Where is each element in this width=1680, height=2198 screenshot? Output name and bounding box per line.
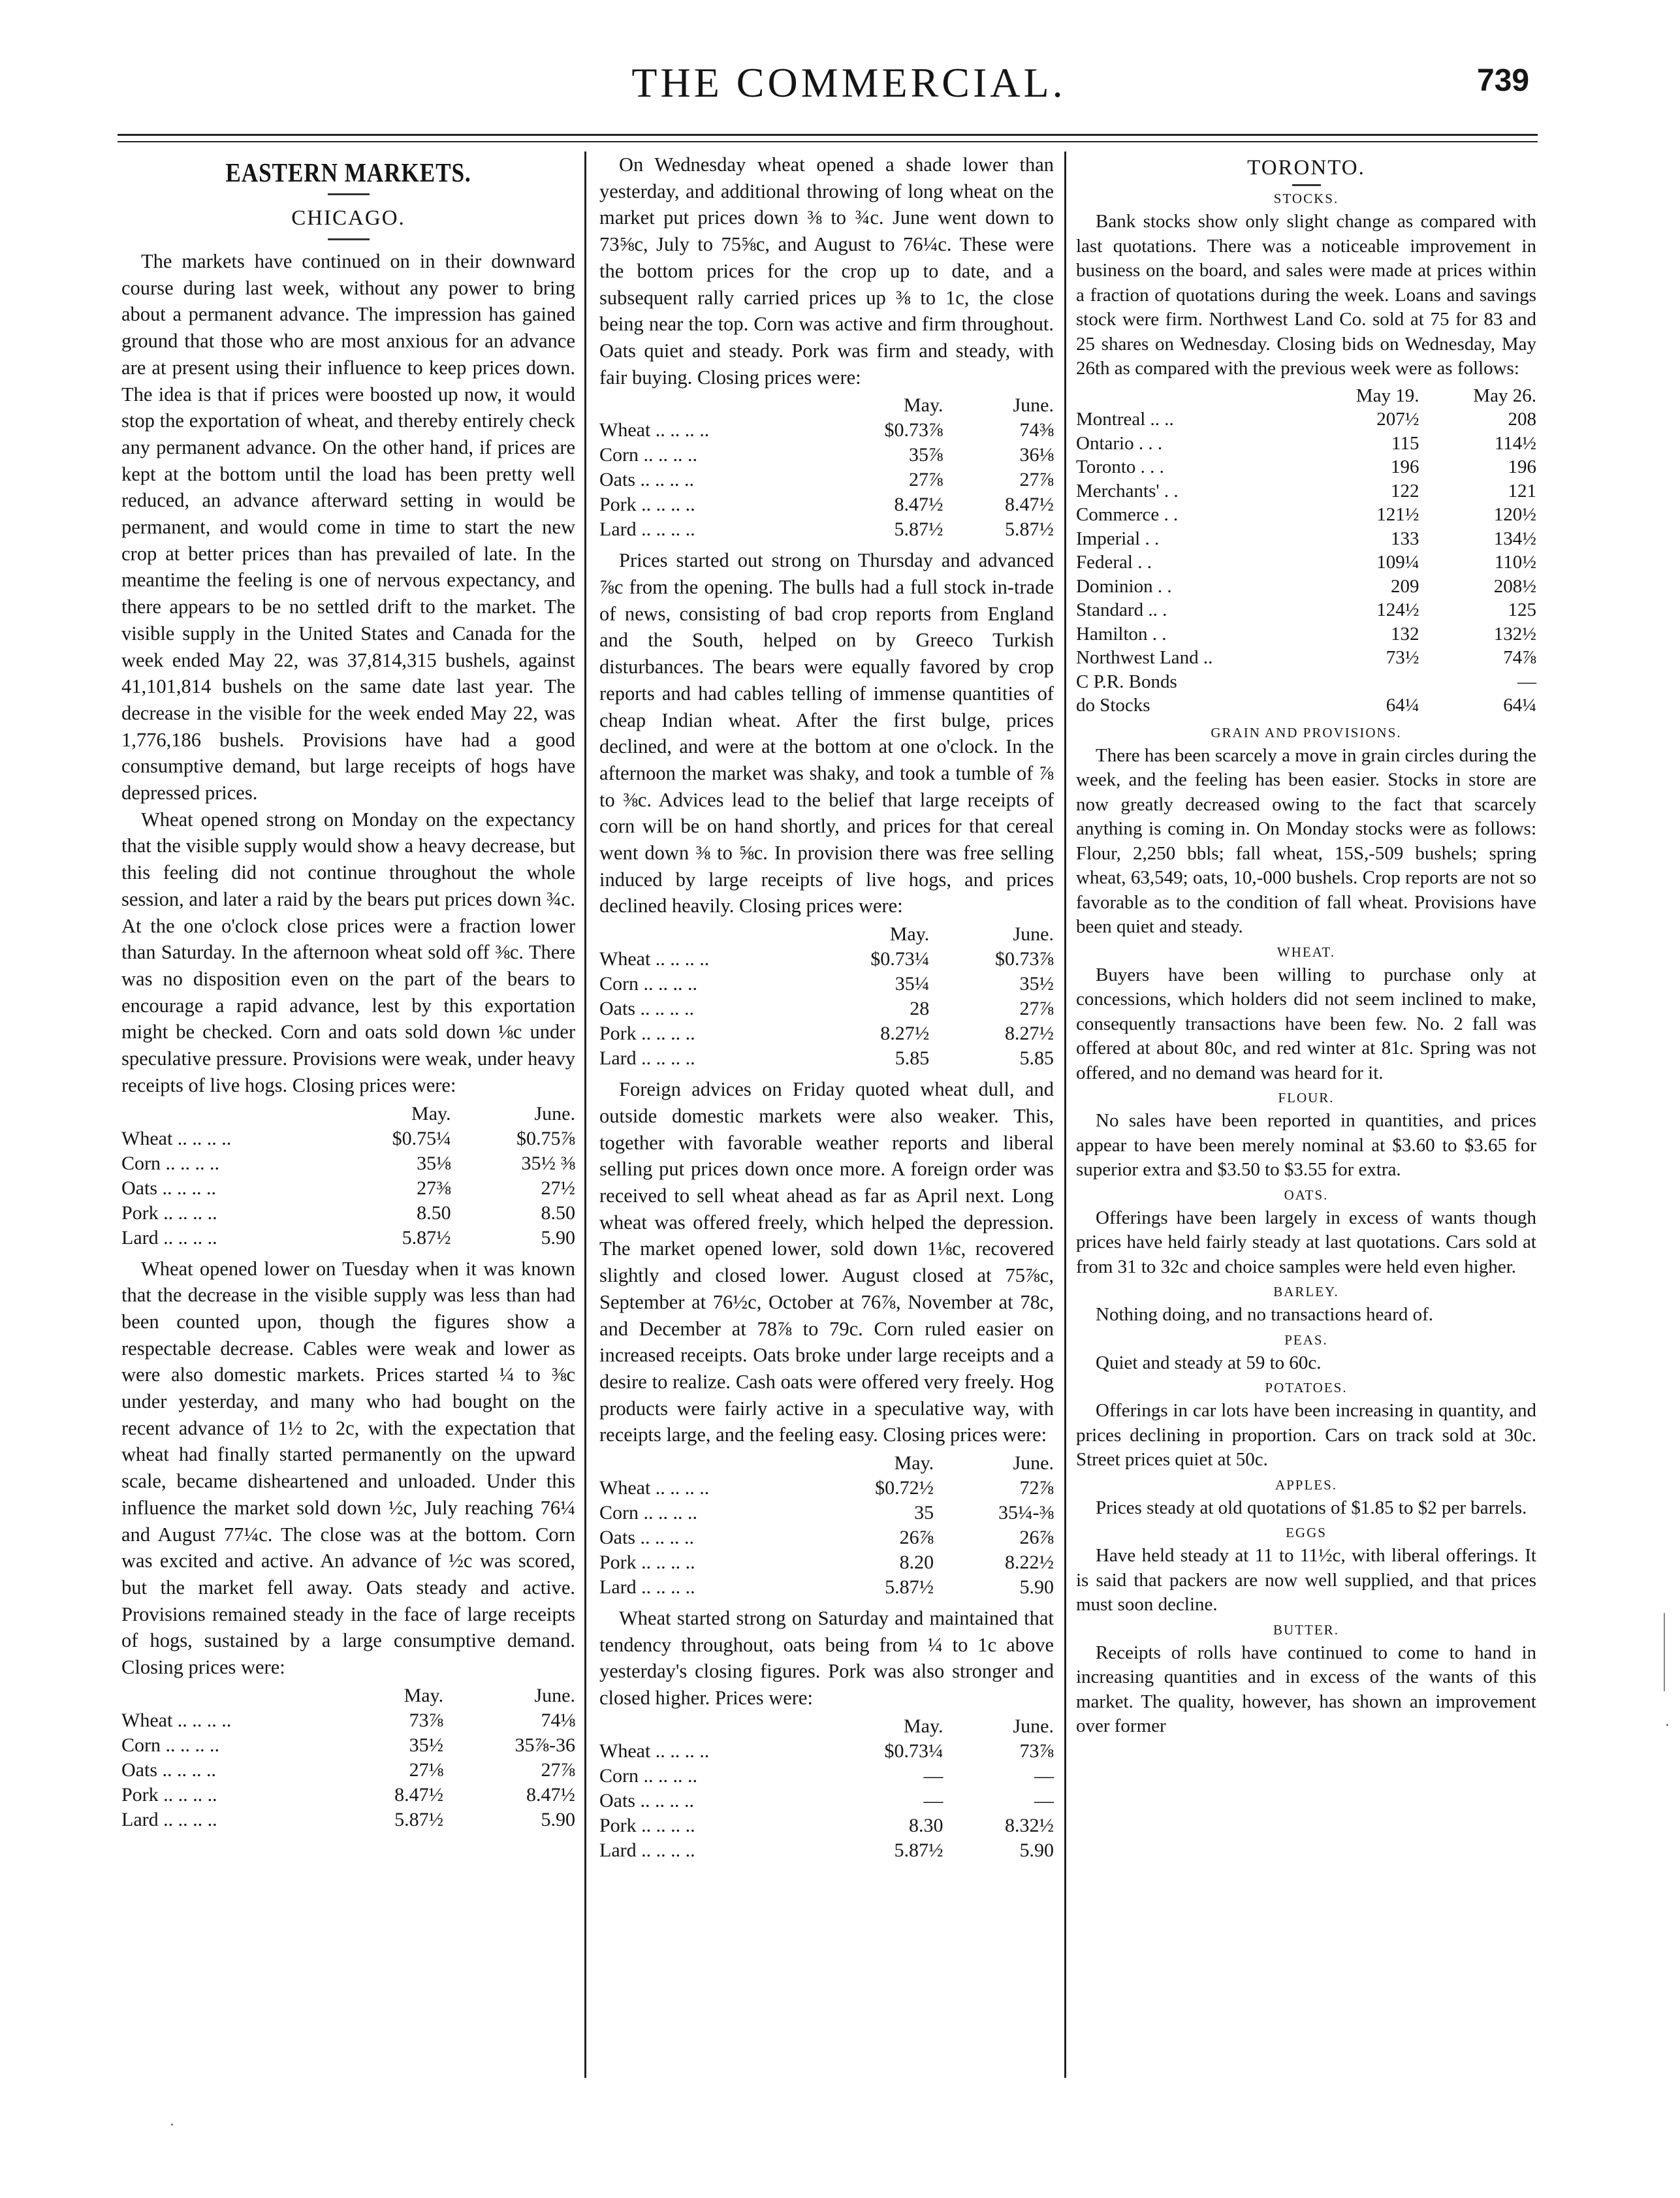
paragraph: Offerings have been largely in excess of wants though prices have held fairly steady at last quotations. Cars sold at from 31 to 32c and choice samples were held even higher. <box>1076 1207 1536 1277</box>
subsection-heading: OATS. <box>1284 1187 1329 1203</box>
table-row: Merchants' . . 122 121 <box>1076 480 1536 502</box>
paragraph: Buyers have been willing to purchase only at concessions, which holders did not seem inclined to make, consequently transactions have been few. No. 2 fall was offered at about 80c, and red winter at 81c. Spring was not offered, and no demand was heard for it. <box>1076 964 1536 1083</box>
paragraph: Wheat started strong on Saturday and maintained that tendency throughout, oats being from ¼ to 1c above yesterday's closing figures. Pork was also stronger and closed higher. Prices were: <box>599 1607 1054 1710</box>
column-right <box>1076 151 1536 1739</box>
table-row: do Stocks 64¼ 64¼ <box>1076 695 1536 716</box>
section-subheading: CHICAGO. <box>291 206 405 230</box>
table-row: Wheat .. .. .. .. $0.73¼ 73⅞ <box>599 1740 1054 1762</box>
table-row: Dominion . . 209 208½ <box>1076 575 1536 597</box>
price-table <box>599 1714 1054 1863</box>
table-row: Wheat .. .. .. .. $0.72½ 72⅞ <box>599 1477 1054 1499</box>
table-row: Wheat .. .. .. .. 73⅞ 74⅛ <box>121 1709 575 1731</box>
table-row: Pork .. .. .. .. 8.47½ 8.47½ <box>599 494 1054 516</box>
table-row: Oats .. .. .. .. 27⅞ 27⅞ <box>599 469 1054 491</box>
paragraph: Wheat opened lower on Tuesday when it was known that the decrease in the visible supply was less than had been counted upon, though the figures show a respectable decrease. Cables were weak and lower as were also domestic markets. Prices started ¼ to ⅜c under yesterday, and many who had bought on the recent advance of 1½ to 2c, with the expectation that wheat had finally started permanently on the upward scale, became disheartened and unloaded. Under this influence the market sold down ½c, July reaching 76¼ and August 77¼c. The close was at the bottom. Corn was excited and active. An advance of ½c was scored, but the market fell away. Oats steady and active. Provisions remained steady in the face of large receipts of hogs, sustained by a large consumptive demand. Closing prices were: <box>121 1257 575 1679</box>
subsection-heading: STOCKS. <box>1273 191 1339 206</box>
table-row: Wheat .. .. .. .. $0.75¼ $0.75⅞ <box>121 1127 575 1149</box>
table-row: Oats .. .. .. .. — — <box>599 1789 1054 1811</box>
table-row: Lard .. .. .. .. 5.85 5.85 <box>599 1047 1054 1070</box>
subsection-heading: GRAIN AND PROVISIONS. <box>1211 724 1402 741</box>
subsection-heading: POTATOES. <box>1265 1380 1348 1395</box>
subsection-heading: BUTTER. <box>1273 1621 1339 1638</box>
paragraph: Foreign advices on Friday quoted wheat dull, and outside domestic markets were also weaker. This, together with favorable weather reports and liberal selling put prices down once more. A foreign order was received to sell wheat ahead as far as April next. Long wheat was offered freely, which helped the depression. The market opened lower, sold down 1⅛c, recovered slightly and closed lower. August closed at 75⅞c, September at 76½c, October at 76⅞, November at 78c, and December at 78⅞ to 79c. Corn ruled easier on increased receipts. Oats broke under large receipts and a desire to realize. Cash oats were offered very freely. Hog products were fairly active in a speculative way, with receipts large, and the feeling easy. Closing prices were: <box>599 1078 1054 1446</box>
heading-dash <box>328 193 370 195</box>
paragraph: On Wednesday wheat opened a shade lower than yesterday, and additional throwing of long wheat on the market put prices down ⅜ to ¾c. June went down to 73⅝c, July to 75⅝c, and August to 76¼c. These were the bottom prices for the crop up to date, and a subsequent rally carried prices up ⅜ to 1c, the close being near the top. Corn was active and firm throughout. Oats quiet and steady. Pork was firm and steady, with fair buying. Closing prices were: <box>599 153 1054 389</box>
price-table <box>121 1102 575 1250</box>
table-row: Ontario . . . 115 114½ <box>1076 432 1536 454</box>
column-rule-1 <box>584 151 586 2078</box>
paragraph: Have held steady at 11 to 11½c, with liberal offerings. It is said that packers are now well supplied, and that prices must soon decline. <box>1076 1545 1536 1615</box>
scan-speck <box>171 2124 173 2126</box>
table-row: Corn .. .. .. .. 35 35¼-⅜ <box>599 1502 1054 1524</box>
price-table <box>599 393 1054 542</box>
table-row: Corn .. .. .. .. 35⅞ 36⅛ <box>599 444 1054 466</box>
subsection-heading: PEAS. <box>1284 1331 1328 1348</box>
table-header: June. <box>1013 1715 1054 1737</box>
price-table <box>599 1451 1054 1600</box>
subsection-heading: FLOUR. <box>1278 1090 1335 1106</box>
table-row: Corn .. .. .. .. 35½ 35⅞-36 <box>121 1734 575 1756</box>
table-row: Lard .. .. .. .. 5.87½ 5.90 <box>599 1839 1054 1861</box>
table-row: Corn .. .. .. .. 35⅛ 35½ ⅜ <box>121 1152 575 1174</box>
table-row: Northwest Land .. 73½ 74⅞ <box>1076 647 1536 668</box>
scan-edge-mark <box>1664 1613 1665 1691</box>
paragraph: Offerings in car lots have been increasing in quantity, and prices declining in proportion. Cars on track sold at 30c. Street prices quiet at 50c. <box>1076 1400 1536 1470</box>
column-rule-2 <box>1064 151 1066 2078</box>
paragraph: Prices started out strong on Thursday and advanced ⅞c from the opening. The bulls had a full stock in-trade of news, consisting of bad crop reports from England and the South, helped on by Greeco Turkish disturbances. The bears were equally favored by crop reports and had cables telling of immense quantities of cheap Indian wheat. After the first bulge, prices declined, and were at the bottom at one o'clock. In the afternoon the market was shaky, and took a tumble of ⅞ to ⅜c. Advices lead to the belief that large receipts of corn will be on hand shortly, and prices for that cereal went down ⅜ to ⅝c. In provision there was free selling induced by large receipts of live hogs, and prices declined heavily. Closing prices were: <box>599 549 1054 917</box>
table-row: Lard .. .. .. .. 5.87½ 5.90 <box>121 1226 575 1249</box>
paragraph: Bank stocks show only slight change as compared with last quotations. There was a noticeable improvement in business on the board, and sales were made at prices within a fraction of quotations during the week. Loans and savings stock were firm. Northwest Land Co. sold at 75 for 83 and 25 shares on Wednesday. Closing bids on Wednesday, May 26th as compared with the previous week were as follows: <box>1076 211 1536 379</box>
table-row: Wheat .. .. .. .. $0.73⅞ 74⅜ <box>599 419 1054 441</box>
table-row: Standard .. . 124½ 125 <box>1076 599 1536 620</box>
table-header: June. <box>534 1102 575 1124</box>
table-row: Pork .. .. .. .. 8.20 8.22½ <box>599 1552 1054 1574</box>
table-row: Lard .. .. .. .. 5.87½ 5.90 <box>121 1808 575 1830</box>
subsection-heading: BARLEY. <box>1273 1284 1339 1299</box>
table-header: June. <box>1013 1452 1054 1474</box>
scan-speck <box>1666 1724 1668 1726</box>
table-header: May 19. <box>1355 385 1419 406</box>
table-row: Toronto . . . 196 196 <box>1076 456 1536 477</box>
column-middle <box>599 151 1054 1868</box>
table-row: Corn .. .. .. .. — — <box>599 1764 1054 1787</box>
table-row: Federal . . 109¼ 110½ <box>1076 552 1536 573</box>
table-row: Pork .. .. .. .. 8.47½ 8.47½ <box>121 1783 575 1806</box>
paragraph: There has been scarcely a move in grain circles during the week, and the feeling has been easier. Stocks in store are now greatly decreased owing to the fact that scarcely anything is coming in. On Monday stocks were as follows: Flour, 2,250 bbls; fall wheat, 15S,-509 bushels; spring wheat, 63,549; oats, 10,-000 bushels. Crop reports are not so favorable as to the condition of fall wheat. Provisions have been quiet and steady. <box>1076 744 1536 937</box>
table-row: Hamilton . . 132 132½ <box>1076 623 1536 645</box>
table-header: May. <box>404 1684 444 1706</box>
table-row: C P.R. Bonds — <box>1076 671 1536 692</box>
table-header: June. <box>1013 923 1054 946</box>
table-row: Pork .. .. .. .. 8.27½ 8.27½ <box>599 1023 1054 1045</box>
paragraph: Wheat opened strong on Monday on the expectancy that the visible supply would show a heavy decrease, but this feeling did not continue throughout the whole session, and later a raid by the bears put prices down ¾c. At the one o'clock close prices were a fraction lower than Saturday. In the afternoon wheat sold off ⅜c. There was no disposition even on the part of the bears to encourage a rapid advance, lest by this exportation might be checked. Corn and oats sold down ⅛c under speculative pressure. Provisions were weak, under heavy receipts of live hogs. Closing prices were: <box>121 808 575 1096</box>
table-row: Imperial . . 133 134½ <box>1076 528 1536 549</box>
table-row: Oats .. .. .. .. 28 27⅞ <box>599 998 1054 1020</box>
header-rule-top <box>118 134 1538 136</box>
stocks-table <box>1076 384 1536 718</box>
table-row: Lard .. .. .. .. 5.87½ 5.87½ <box>599 518 1054 541</box>
section-heading: EASTERN MARKETS. <box>225 157 471 187</box>
table-row: Oats .. .. .. .. 26⅞ 26⅞ <box>599 1527 1054 1549</box>
page-number: 739 <box>1477 63 1530 98</box>
column-left <box>121 151 575 1838</box>
table-header: May. <box>889 923 930 946</box>
table-header: May 26. <box>1473 385 1536 406</box>
table-header: May. <box>411 1102 451 1124</box>
paragraph: Nothing doing, and no transactions heard of. <box>1096 1304 1434 1325</box>
table-row: Lard .. .. .. .. 5.87½ 5.90 <box>599 1576 1054 1599</box>
subsection-heading: APPLES. <box>1275 1476 1338 1493</box>
paragraph: Quiet and steady at 59 to 60c. <box>1096 1352 1322 1373</box>
price-table <box>121 1683 575 1832</box>
table-row: Corn .. .. .. .. 35¼ 35½ <box>599 973 1054 995</box>
section-heading: TORONTO. <box>1247 156 1365 180</box>
table-row: Commerce . . 121½ 120½ <box>1076 504 1536 525</box>
table-row: Pork .. .. .. .. 8.50 8.50 <box>121 1202 575 1224</box>
price-table <box>599 922 1054 1071</box>
heading-dash <box>1292 184 1321 186</box>
table-row: Oats .. .. .. .. 27⅛ 27⅞ <box>121 1759 575 1781</box>
subheading-dash <box>328 238 370 240</box>
paragraph: The markets have continued on in their downward course during last week, without any power to bring about a permanent advance. The impression has gained ground that those who are most anxious for an advance are at present using their influence to keep prices down. The idea is that if prices were boosted up now, it would stop the exportation of wheat, and thereby entirely check any permanent advance. On the other hand, if prices are kept at the bottom until the load has been pretty well reduced, an advance afterward setting in would be permanent, and would come in time to start the new crop at better prices than has prevailed of late. In the meantime the feeling is one of nervous expectancy, and there appears to be no settled drift to the market. The visible supply in the United States and Canada for the week ended May 22, was 37,814,315 bushels, against 41,101,814 bushels on the same date last year. The decrease in the visible for the week ended May 22, was 1,776,186 bushels. Provisions have had a good consumptive demand, but large receipts of hogs have depressed prices. <box>121 250 575 804</box>
paragraph: Prices steady at old quotations of $1.85 to $2 per barrels. <box>1096 1497 1527 1518</box>
paragraph: No sales have been reported in quantities, and prices appear to have been merely nominal at $3.60 to $3.65 for superior extra and $3.50 to $3.55 for extra. <box>1076 1110 1536 1180</box>
table-header: May. <box>903 394 943 417</box>
header-rule-bottom <box>118 141 1538 142</box>
table-row: Montreal .. .. 207½ 208 <box>1076 409 1536 430</box>
paragraph: Receipts of rolls have continued to come to hand in increasing quantities and in excess of the wants of this market. The quality, however, has shown an improvement over former <box>1076 1642 1536 1736</box>
subsection-heading: WHEAT. <box>1276 944 1336 960</box>
table-row: Oats .. .. .. .. 27⅜ 27½ <box>121 1177 575 1199</box>
masthead-title: THE COMMERCIAL. <box>631 59 1066 106</box>
table-row: Pork .. .. .. .. 8.30 8.32½ <box>599 1814 1054 1836</box>
table-header: May. <box>894 1452 934 1474</box>
table-header: June. <box>1013 394 1054 417</box>
table-row: Wheat .. .. .. .. $0.73¼ $0.73⅞ <box>599 948 1054 970</box>
table-header: May. <box>903 1715 943 1737</box>
subsection-heading: EGGS <box>1286 1525 1327 1540</box>
table-header: June. <box>534 1684 575 1706</box>
